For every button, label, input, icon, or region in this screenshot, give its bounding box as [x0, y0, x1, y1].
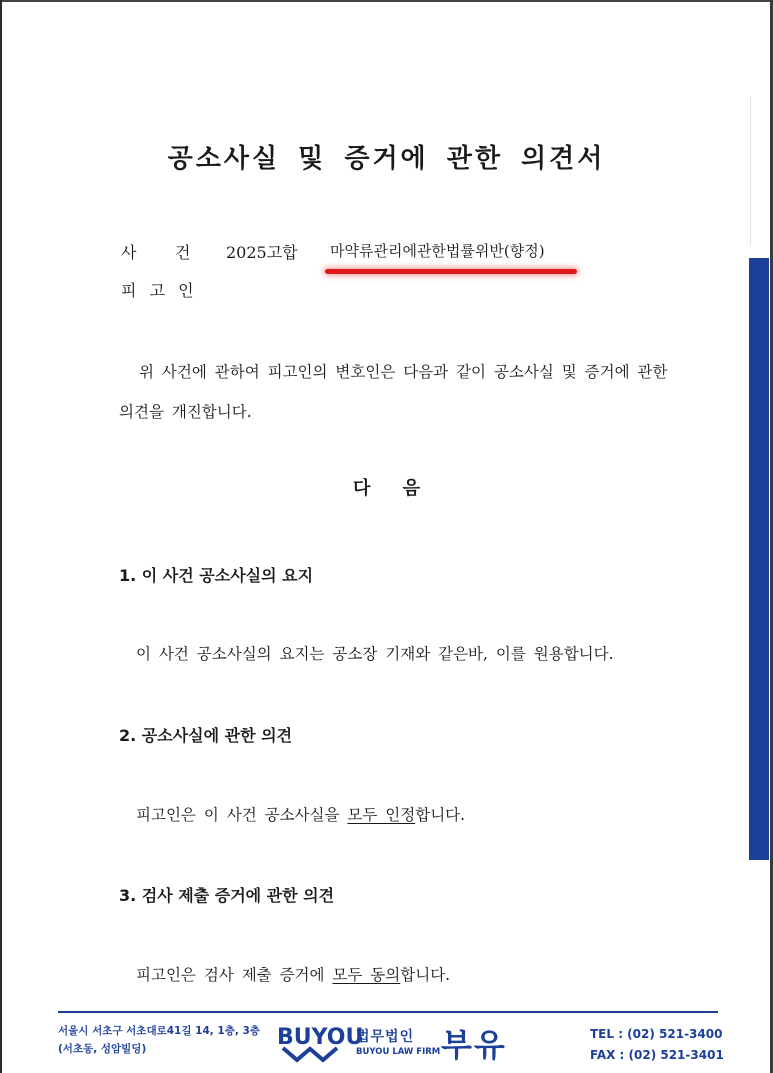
footer-divider	[58, 1011, 718, 1013]
right-side-blue-bar	[749, 258, 769, 860]
page-border-top	[0, 0, 773, 2]
section-1-body: 이 사건 공소사실의 요지는 공소장 기재와 같은바, 이를 원용합니다.	[136, 645, 614, 663]
section-2-title: 2. 공소사실에 관한 의견	[119, 726, 293, 745]
footer-address-line-2: (서초동, 성암빌딩)	[58, 1043, 147, 1055]
section-2-body-post: 합니다.	[415, 806, 466, 824]
logo-text: BUYOU	[277, 1025, 364, 1050]
firm-name: 부유	[441, 1026, 507, 1064]
intro-paragraph: 위 사건에 관하여 피고인의 변호인은 다음과 같이 공소사실 및 증거에 관한 의견을 개진합니다.	[119, 363, 668, 421]
section-2-body	[136, 803, 465, 825]
section-3-body-emphasis: 모두 동의	[332, 966, 401, 984]
firm-type-label: 법무법인	[356, 1029, 415, 1045]
case-label-char-1: 사	[121, 243, 137, 262]
buyou-logo-icon	[275, 1016, 364, 1066]
footer-contact	[590, 1024, 724, 1066]
case-number: 2025고합	[226, 243, 298, 262]
firm-english-name: BUYOU LAW FIRM	[356, 1047, 441, 1057]
section-2-body-emphasis: 모두 인정	[347, 806, 416, 824]
section-3-body-post: 합니다.	[400, 966, 451, 984]
document-title: 공소사실 및 증거에 관한 의견서	[167, 144, 606, 174]
center-heading: 다 음	[352, 478, 421, 499]
section-3-body	[136, 963, 450, 985]
section-3-title: 3. 검사 제출 증거에 관한 의견	[119, 886, 335, 905]
red-highlight-underline	[325, 269, 577, 274]
footer-address	[58, 1022, 260, 1058]
footer-address-line-1: 서울시 서초구 서초대로41길 14, 1층, 3층	[58, 1025, 260, 1037]
section-1-title: 1. 이 사건 공소사실의 요지	[119, 566, 314, 585]
footer-tel: TEL : (02) 521-3400	[590, 1027, 723, 1041]
section-3-body-pre: 피고인은 검사 제출 증거에	[136, 966, 333, 984]
case-name: 마약류관리에관한법률위반(향정)	[330, 242, 545, 260]
footer-fax: FAX : (02) 521-3401	[590, 1048, 724, 1062]
section-2-body-pre: 피고인은 이 사건 공소사실을	[136, 806, 348, 824]
defendant-label: 피 고 인	[121, 281, 194, 300]
case-label-char-2: 건	[175, 243, 191, 262]
